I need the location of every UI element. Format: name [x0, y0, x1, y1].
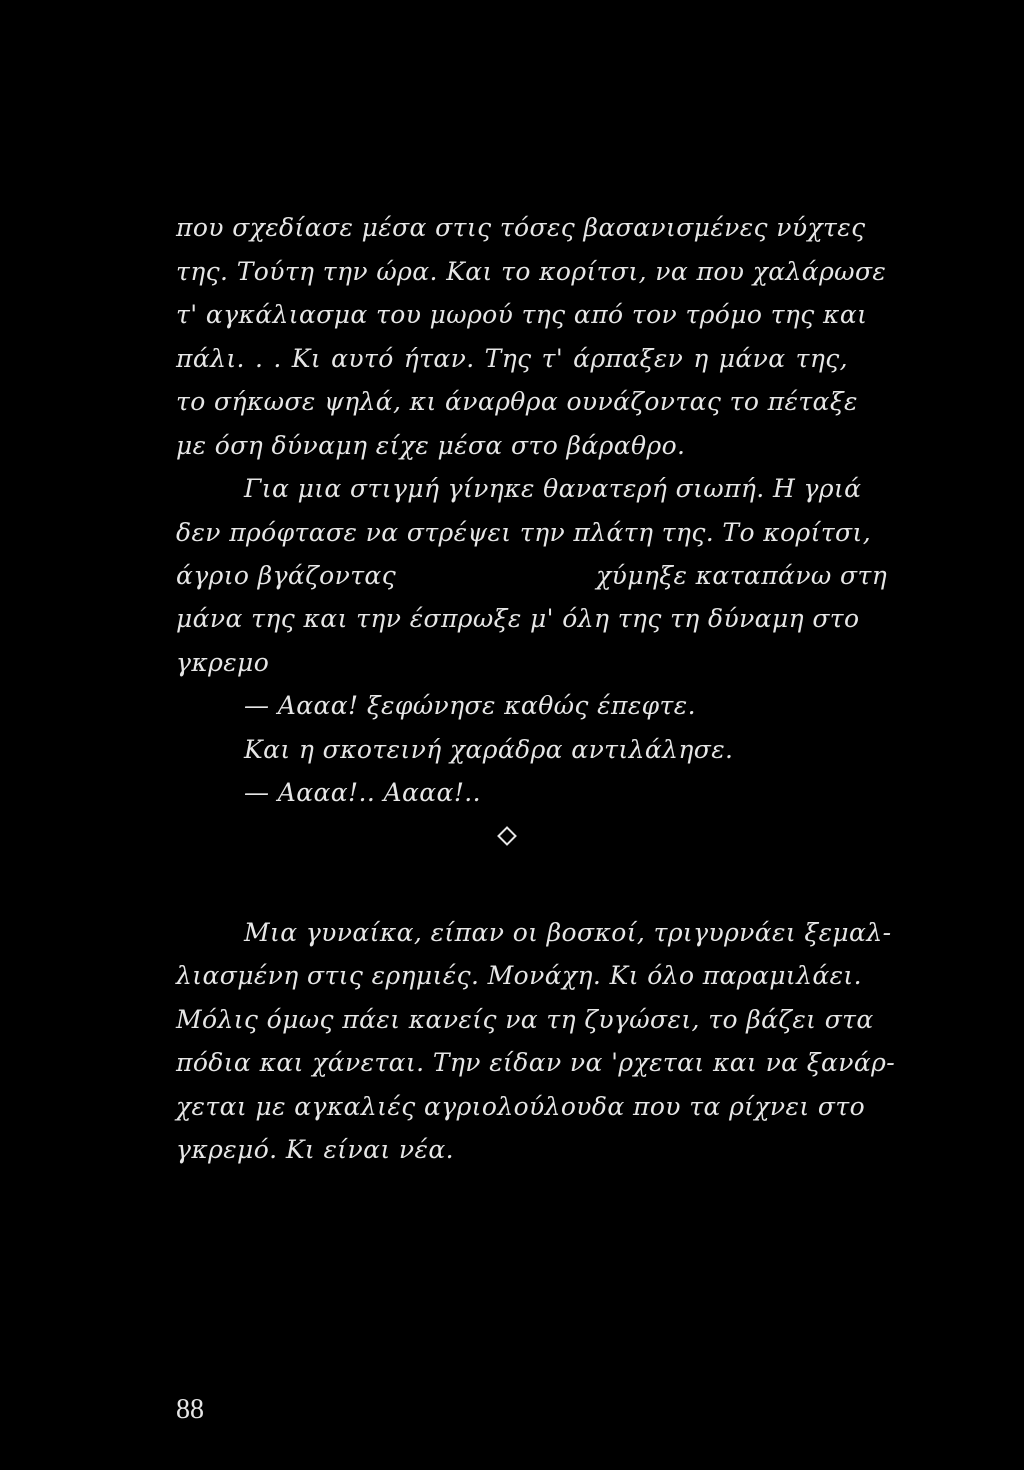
text-line-s2-5: χεται με αγκαλιές αγριολούλουδα που τα ρίχνει στο: [176, 1092, 866, 1121]
text-line-5: το σήκωσε ψηλά, κι άναρθρα ουνάζοντας το πέταξε: [176, 387, 858, 416]
dialog-line-2: Και η σκοτεινή χαράδρα αντιλάλησε.: [244, 735, 734, 764]
diamond-ornament-icon: [497, 826, 517, 846]
page-number: 88: [176, 1394, 204, 1425]
text-line-4: πάλι. . . Κι αυτό ήταν. Της τ' άρπαξεν η μάνα της,: [176, 344, 848, 373]
text-line-3: τ' αγκάλιασμα του μωρού της από τον τρόμο της και: [176, 300, 868, 329]
text-line-7: Για μια στιγμή γίνηκε θανατερή σιωπή. Η γριά: [244, 474, 862, 503]
text-line-1: που σχεδίασε μέσα στις τόσες βασανισμένες νύχτες: [176, 213, 866, 242]
text-line-s2-3: Μόλις όμως πάει κανείς να τη ζυγώσει, το βάζει στα: [176, 1005, 874, 1034]
text-line-9: [176, 560, 888, 592]
text-line-9-right: χύμηξε καταπάνω στη: [596, 561, 888, 590]
dialog-line-3: — Αααα!.. Αααα!..: [244, 778, 481, 807]
text-line-s2-6: γκρεμό. Κι είναι νέα.: [176, 1135, 454, 1164]
text-line-2: της. Τούτη την ώρα. Και το κορίτσι, να που χαλάρωσε: [176, 257, 887, 286]
text-line-10: μάνα της και την έσπρωξε μ' όλη της τη δύναμη στο: [176, 604, 860, 633]
text-line-s2-1: Μια γυναίκα, είπαν οι βοσκοί, τριγυρνάει ξεμαλ-: [244, 918, 892, 947]
text-line-9-left: άγριο βγάζοντας: [176, 561, 397, 590]
dialog-line-1: — Αααα! ξεφώνησε καθώς έπεφτε.: [244, 691, 696, 720]
text-line-11: γκρεμο: [176, 648, 270, 677]
text-line-s2-2: λιασμένη στις ερημιές. Μονάχη. Κι όλο παραμιλάει.: [176, 961, 862, 990]
text-line-6: με όση δύναμη είχε μέσα στο βάραθρο.: [176, 431, 686, 460]
text-line-s2-4: πόδια και χάνεται. Την είδαν να 'ρχεται και να ξανάρ-: [176, 1048, 896, 1077]
text-line-8: δεν πρόφτασε να στρέψει την πλάτη της. Το κορίτσι,: [176, 518, 872, 547]
